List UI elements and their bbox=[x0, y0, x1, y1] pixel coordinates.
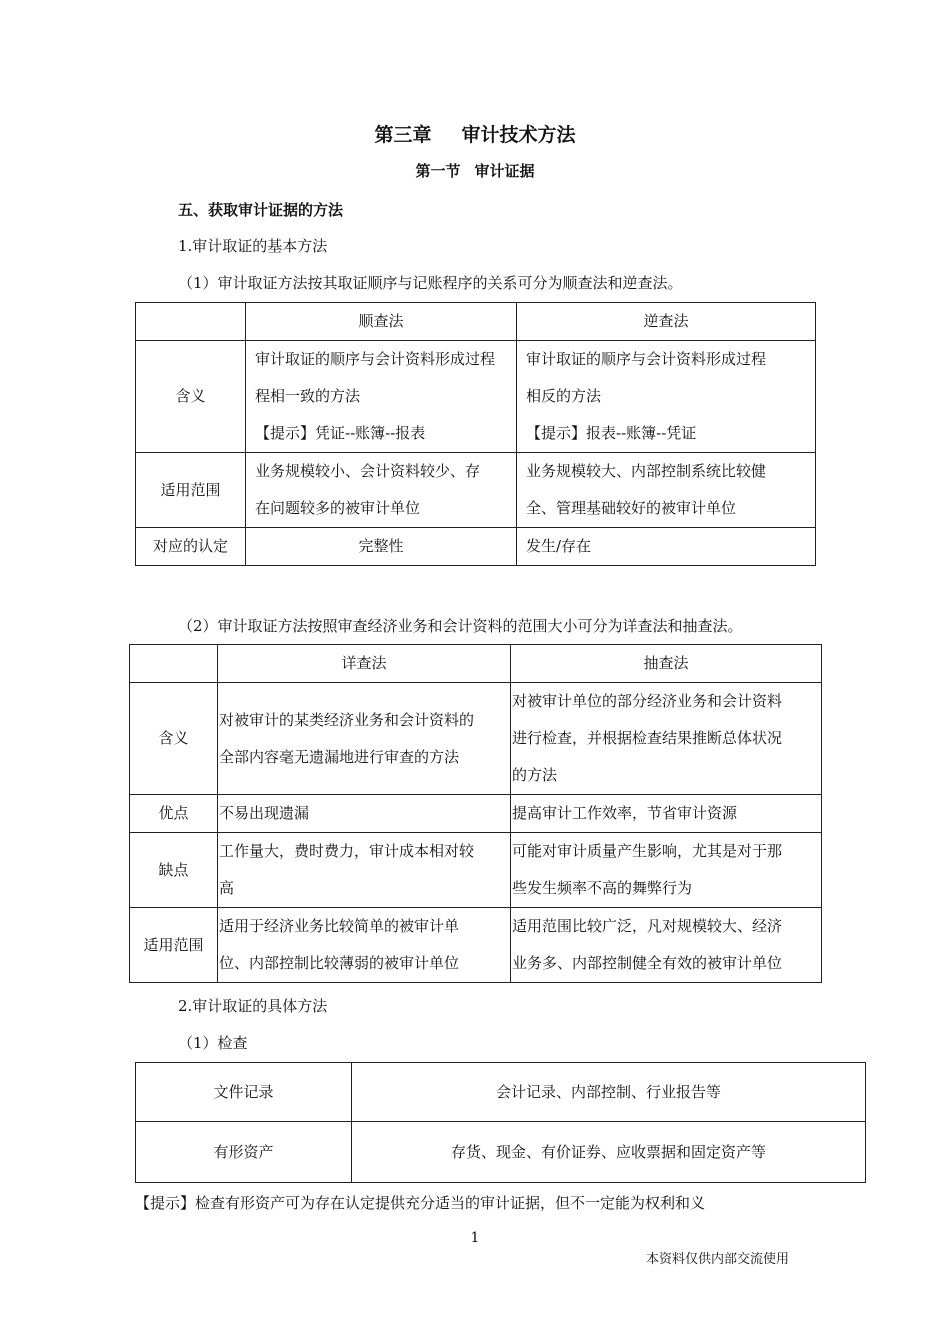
table-row bbox=[130, 683, 822, 795]
cell-line: 可能对审计质量产生影响，尤其是对于那 bbox=[512, 842, 783, 860]
table-cell bbox=[517, 453, 816, 528]
row-label: 适用范围 bbox=[136, 453, 246, 528]
cell-line: 业务多、内部控制健全有效的被审计单位 bbox=[512, 954, 783, 972]
subheading-2-1: （1）检查 bbox=[178, 1034, 248, 1052]
page-number: 1 bbox=[470, 1230, 480, 1246]
cell-line: 适用于经济业务比较简单的被审计单 bbox=[219, 917, 460, 935]
header-cell-empty bbox=[130, 645, 218, 683]
cell-line: 的方法 bbox=[512, 766, 558, 784]
cell-line: 全部内容毫无遗漏地进行审查的方法 bbox=[219, 747, 460, 766]
table-order-methods bbox=[135, 302, 816, 566]
row-label: 对应的认定 bbox=[136, 528, 246, 566]
header-cell: 详查法 bbox=[218, 645, 511, 683]
cell-line: 对被审计的某类经济业务和会计资料的 bbox=[219, 710, 475, 729]
cell-line: 相反的方法 bbox=[526, 387, 602, 405]
table-row bbox=[136, 341, 816, 453]
cell-line: 在问题较多的被审计单位 bbox=[255, 499, 421, 517]
table-inspection bbox=[135, 1062, 866, 1183]
header-cell: 顺查法 bbox=[246, 303, 517, 341]
cell-line: 【提示】凭证--账簿--报表 bbox=[255, 424, 426, 442]
cell-line: 全、管理基础较好的被审计单位 bbox=[526, 499, 737, 517]
table-cell bbox=[218, 683, 511, 795]
cell-line: 些发生频率不高的舞弊行为 bbox=[512, 879, 693, 897]
section-name: 审计证据 bbox=[474, 162, 535, 180]
chapter-label: 第三章 bbox=[374, 124, 432, 146]
table-cell: 发生/存在 bbox=[517, 528, 816, 566]
cell-line: 业务规模较大、内部控制系统比较健 bbox=[526, 462, 767, 480]
row-label: 文件记录 bbox=[136, 1063, 352, 1122]
table-cell: 会计记录、内部控制、行业报告等 bbox=[352, 1063, 866, 1122]
cell-line: 【提示】报表--账簿--凭证 bbox=[526, 424, 697, 442]
table-cell bbox=[246, 341, 517, 453]
section-title bbox=[0, 160, 950, 181]
table-cell bbox=[218, 908, 511, 983]
table-cell bbox=[511, 683, 822, 795]
header-cell-empty bbox=[136, 303, 246, 341]
chapter-title bbox=[0, 120, 950, 147]
cell-line: 高 bbox=[219, 879, 235, 897]
table-cell: 存货、现金、有价证券、应收票据和固定资产等 bbox=[352, 1122, 866, 1183]
cell-line: 对被审计单位的部分经济业务和会计资料 bbox=[512, 692, 783, 710]
table-row bbox=[136, 453, 816, 528]
cell-line: 工作量大，费时费力，审计成本相对较 bbox=[219, 842, 475, 860]
subheading-1: 1.审计取证的基本方法 bbox=[178, 237, 328, 255]
table-cell bbox=[517, 341, 816, 453]
row-label: 含义 bbox=[130, 683, 218, 795]
table-cell: 完整性 bbox=[246, 528, 517, 566]
table-cell bbox=[218, 833, 511, 908]
table-row bbox=[130, 795, 822, 833]
chapter-name: 审计技术方法 bbox=[461, 124, 576, 146]
table-cell: 不易出现遗漏 bbox=[218, 795, 511, 833]
cell-line: 程相一致的方法 bbox=[255, 387, 361, 405]
heading: 五、获取审计证据的方法 bbox=[178, 201, 344, 219]
cell-line: 适用范围比较广泛，凡对规模较大、经济 bbox=[512, 917, 783, 935]
table-scope-methods bbox=[129, 644, 822, 983]
paragraph-1: （1）审计取证方法按其取证顺序与记账程序的关系可分为顺查法和逆查法。 bbox=[178, 274, 683, 292]
row-label: 含义 bbox=[136, 341, 246, 453]
row-label: 缺点 bbox=[130, 833, 218, 908]
table-row bbox=[136, 528, 816, 566]
paragraph-2: （2）审计取证方法按照审查经济业务和会计资料的范围大小可分为详查法和抽查法。 bbox=[178, 617, 743, 635]
row-label: 优点 bbox=[130, 795, 218, 833]
cell-line: 位、内部控制比较薄弱的被审计单位 bbox=[219, 954, 460, 972]
header-cell: 抽查法 bbox=[511, 645, 822, 683]
cell-line: 审计取证的顺序与会计资料形成过程 bbox=[526, 350, 767, 368]
row-label: 适用范围 bbox=[130, 908, 218, 983]
table-row bbox=[130, 908, 822, 983]
table-row bbox=[136, 1063, 866, 1122]
cell-line: 进行检查，并根据检查结果推断总体状况 bbox=[512, 729, 783, 747]
row-label: 有形资产 bbox=[136, 1122, 352, 1183]
table-cell bbox=[511, 908, 822, 983]
cell-line: 审计取证的顺序与会计资料形成过程 bbox=[255, 350, 496, 368]
subheading-2: 2.审计取证的具体方法 bbox=[178, 997, 328, 1015]
table-row bbox=[130, 833, 822, 908]
table-row bbox=[136, 1122, 866, 1183]
table-cell bbox=[511, 833, 822, 908]
table-cell: 提高审计工作效率，节省审计资源 bbox=[511, 795, 822, 833]
footer-note: 本资料仅供内部交流使用 bbox=[646, 1252, 790, 1267]
cell-line: 业务规模较小、会计资料较少、存 bbox=[255, 462, 481, 480]
section-label: 第一节 bbox=[415, 162, 461, 180]
table-header-row bbox=[136, 303, 816, 341]
table-cell bbox=[246, 453, 517, 528]
table-header-row bbox=[130, 645, 822, 683]
tip-text: 【提示】检查有形资产可为存在认定提供充分适当的审计证据，但不一定能为权利和义 bbox=[135, 1194, 706, 1212]
header-cell: 逆查法 bbox=[517, 303, 816, 341]
